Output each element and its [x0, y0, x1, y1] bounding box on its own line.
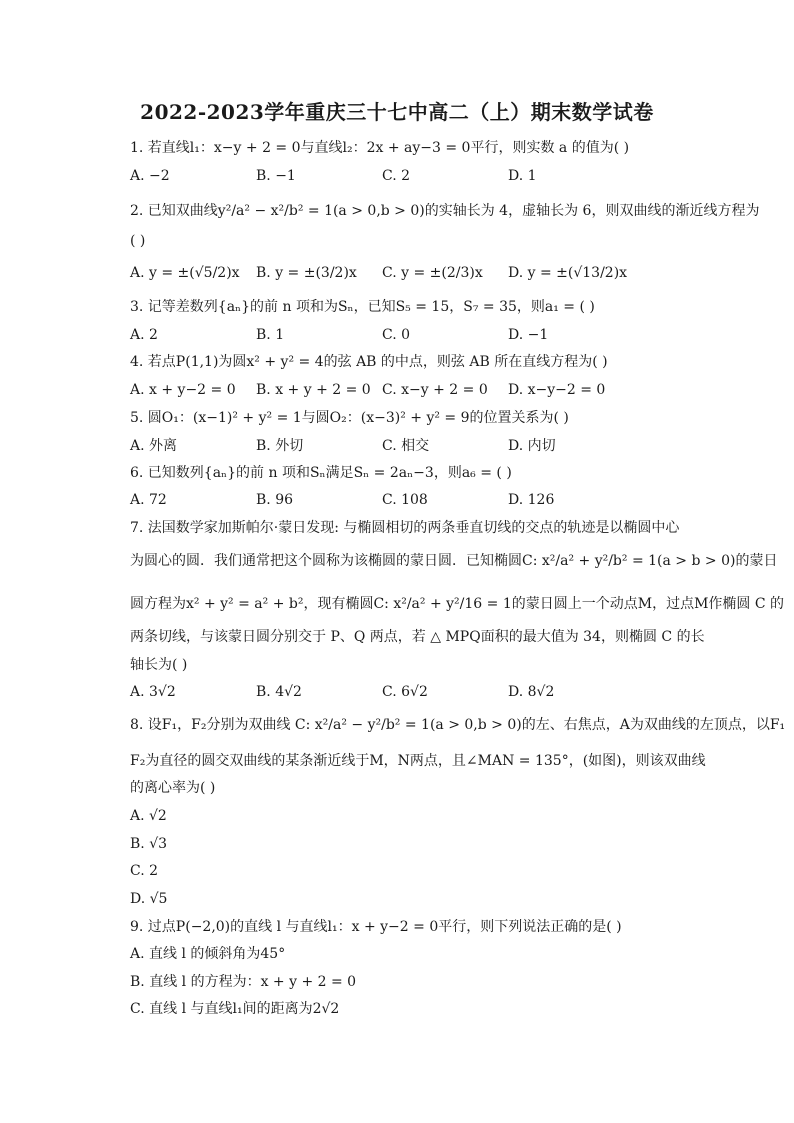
question-7-line: 7. 法国数学家加斯帕尔·蒙日发现: 与椭圆相切的两条垂直切线的交点的轨迹是以椭圆中心 — [130, 520, 680, 536]
question-8-option-d: D. √5 — [130, 891, 168, 907]
option-a: A. 2 — [130, 327, 158, 343]
question-7-line: 两条切线，与该蒙日圆分别交于 P、Q 两点，若 △ MPQ面积的最大值为 34，则椭圆 C 的长 — [130, 629, 705, 645]
option-c: C. 6√2 — [382, 684, 428, 700]
option-d: D. 126 — [508, 492, 555, 508]
option-c: C. 0 — [382, 327, 411, 343]
option-a: A. 3√2 — [130, 684, 176, 700]
option-b: B. 1 — [256, 327, 285, 343]
question-8-option-c: C. 2 — [130, 863, 159, 879]
option-b: B. y = ±(3/2)x — [256, 265, 357, 281]
question-4-options — [130, 380, 700, 400]
option-d: D. 内切 — [508, 438, 556, 454]
option-a: A. 外离 — [130, 438, 178, 454]
question-9-stem: 9. 过点P(−2,0)的直线 l 与直线l₁：x + y−2 = 0平行，则下列说法正确的是( ) — [130, 919, 622, 935]
question-3-stem: 3. 记等差数列{aₙ}的前 n 项和为Sₙ，已知S₅ = 15，S₇ = 35，则a₁ = ( ) — [130, 299, 595, 315]
option-c: C. 2 — [382, 168, 411, 184]
question-6-options — [130, 490, 700, 510]
question-3-options — [130, 325, 700, 345]
option-c: C. 108 — [382, 492, 428, 508]
question-9-option-b: B. 直线 l 的方程为：x + y + 2 = 0 — [130, 974, 357, 990]
option-b: B. 96 — [256, 492, 294, 508]
option-b: B. −1 — [256, 168, 296, 184]
question-8-option-b: B. √3 — [130, 836, 168, 852]
question-7-line: 为圆心的圆．我们通常把这个圆称为该椭圆的蒙日圆．已知椭圆C: x²/a² + y²/b² = 1(a > b > 0)的蒙日 — [130, 553, 778, 569]
question-1-stem: 1. 若直线l₁：x−y + 2 = 0与直线l₂：2x + ay−3 = 0平行，则实数 a 的值为( ) — [130, 140, 630, 156]
option-d: D. −1 — [508, 327, 549, 343]
question-4-stem: 4. 若点P(1,1)为圆x² + y² = 4的弦 AB 的中点，则弦 AB 所在直线方程为( ) — [130, 354, 608, 370]
option-d: D. x−y−2 = 0 — [508, 382, 606, 398]
option-b: B. x + y + 2 = 0 — [256, 382, 371, 398]
question-2-stem: 2. 已知双曲线y²/a² − x²/b² = 1(a > 0,b > 0)的实轴长为 4，虚轴长为 6，则双曲线的渐近线方程为 — [130, 203, 760, 219]
question-2-stem-cont: ( ) — [130, 233, 146, 249]
question-2-options — [130, 263, 700, 283]
question-6-stem: 6. 已知数列{aₙ}的前 n 项和Sₙ满足Sₙ = 2aₙ−3，则a₆ = ( ) — [130, 465, 512, 481]
option-a: A. y = ±(√5/2)x — [130, 265, 240, 281]
question-7-options — [130, 682, 700, 702]
question-8-line: 8. 设F₁，F₂分别为双曲线 C: x²/a² − y²/b² = 1(a > 0,b > 0)的左、右焦点，A为双曲线的左顶点，以F₁ — [130, 717, 786, 733]
question-1-options — [130, 166, 700, 186]
question-9-option-a: A. 直线 l 的倾斜角为45° — [130, 946, 286, 962]
question-5-stem: 5. 圆O₁：(x−1)² + y² = 1与圆O₂：(x−3)² + y² = 9的位置关系为( ) — [130, 410, 569, 426]
option-c: C. x−y + 2 = 0 — [382, 382, 488, 398]
option-c: C. 相交 — [382, 438, 430, 454]
question-9-option-c: C. 直线 l 与直线l₁间的距离为2√2 — [130, 1001, 340, 1017]
option-d: D. y = ±(√13/2)x — [508, 265, 628, 281]
question-7-line: 圆方程为x² + y² = a² + b²，现有椭圆C: x²/a² + y²/16 = 1的蒙日圆上一个动点M，过点M作椭圆 C 的 — [130, 596, 785, 612]
option-b: B. 外切 — [256, 438, 304, 454]
option-d: D. 1 — [508, 168, 537, 184]
option-d: D. 8√2 — [508, 684, 555, 700]
page-title: 2022-2023学年重庆三十七中高二（上）期末数学试卷 — [140, 100, 654, 124]
question-8-line: F₂为直径的圆交双曲线的某条渐近线于M，N两点，且∠MAN = 135°，(如图)，则该双曲线 — [130, 753, 706, 769]
option-a: A. −2 — [130, 168, 170, 184]
option-a: A. 72 — [130, 492, 167, 508]
option-a: A. x + y−2 = 0 — [130, 382, 236, 398]
question-5-options — [130, 436, 700, 456]
option-b: B. 4√2 — [256, 684, 302, 700]
question-8-option-a: A. √2 — [130, 808, 167, 824]
option-c: C. y = ±(2/3)x — [382, 265, 483, 281]
question-7-line: 轴长为( ) — [130, 657, 188, 673]
question-8-line: 的离心率为( ) — [130, 780, 216, 796]
